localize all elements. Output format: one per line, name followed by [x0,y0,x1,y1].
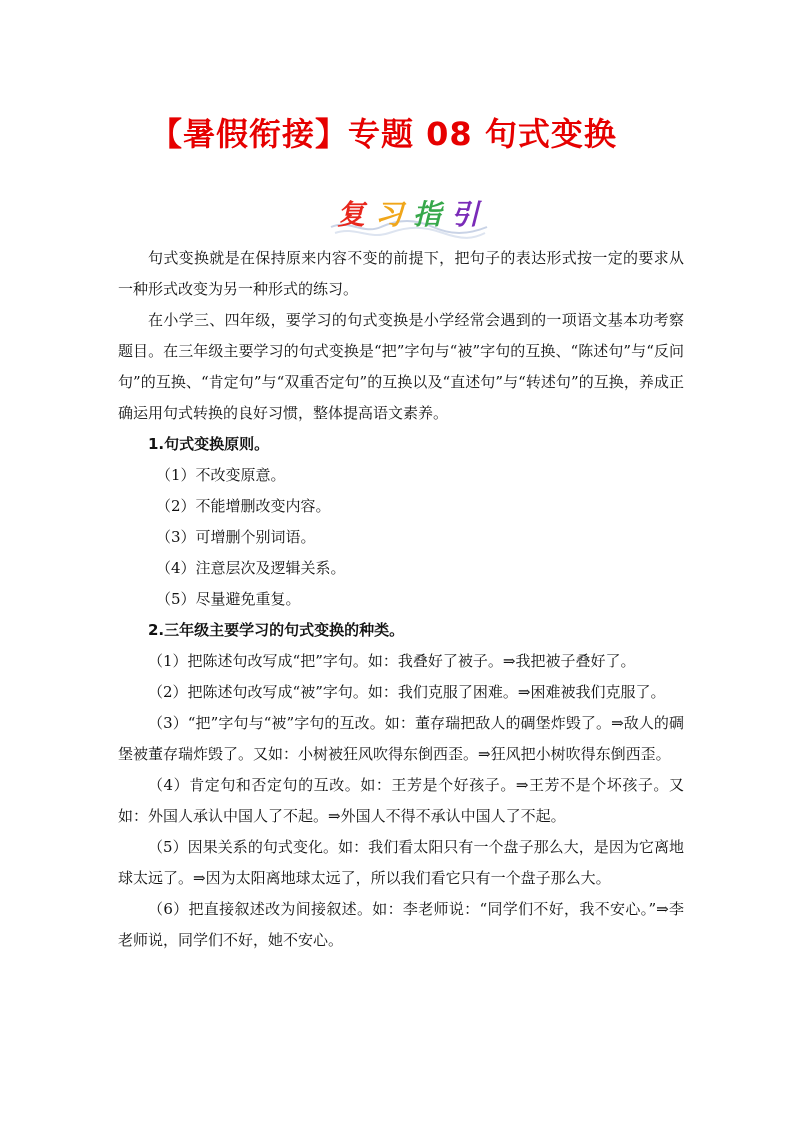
transformation-item: （5）因果关系的句式变化。如：我们看太阳只有一个盘子那么大，是因为它离地球太远了。⇒因为太阳离地球太远了，所以我们看它只有一个盘子那么大。 [118,838,684,887]
banner-char-1: 复 [337,198,366,231]
principle-item: （4）注意层次及逻辑关系。 [156,559,346,577]
intro-paragraph-1: 句式变换就是在保持原来内容不变的前提下，把句子的表达形式按一定的要求从一种形式改变为另一种形式的练习。 [118,249,684,298]
section-2-heading: 2.三年级主要学习的句式变换的种类。 [148,621,405,639]
banner-char-2: 习 [375,198,404,231]
document-body [118,243,684,956]
transformation-item: （2）把陈述句改写成“被”字句。如：我们克服了困难。⇒困难被我们克服了。 [148,683,666,701]
principle-item: （1）不改变原意。 [156,466,286,484]
banner-char-3: 指 [413,198,442,231]
page-title: 【暑假衔接】专题 08 句式变换 [150,115,617,153]
transformation-item: （3）“把”字句与“被”字句的互改。如：董存瑞把敌人的碉堡炸毁了。⇒敌人的碉堡被董存瑞炸毁了。又如：小树被狂风吹得东倒西歪。⇒狂风把小树吹得东倒西歪。 [118,714,684,763]
principle-item: （3）可增删个别词语。 [156,528,316,546]
banner-char-4: 引 [451,198,480,231]
review-guide-banner-graphic [325,193,493,241]
intro-paragraph-2: 在小学三、四年级，要学习的句式变换是小学经常会遇到的一项语文基本功考察题目。在三年级主要学习的句式变换是“把”字句与“被”字句的互换、“陈述句”与“反问句”的互换、“肯定句”与“双重否定句”的互换以及“直述句”与“转述句”的互换，养成正确运用句式转换的良好习惯，整体提高语文素养。 [118,311,684,422]
review-guide-banner [325,193,493,241]
transformation-item: （6）把直接叙述改为间接叙述。如：李老师说：“同学们不好，我不安心。”⇒李老师说，同学们不好，她不安心。 [118,900,684,949]
transformation-item: （4）肯定句和否定句的互改。如：王芳是个好孩子。⇒王芳不是个坏孩子。又如：外国人承认中国人了不起。⇒外国人不得不承认中国人了不起。 [118,776,684,825]
principle-item: （2）不能增删改变内容。 [156,497,331,515]
principle-item: （5）尽量避免重复。 [156,590,301,608]
section-1-heading: 1.句式变换原则。 [148,435,270,453]
transformation-item: （1）把陈述句改写成“把”字句。如：我叠好了被子。⇒我把被子叠好了。 [148,652,636,670]
